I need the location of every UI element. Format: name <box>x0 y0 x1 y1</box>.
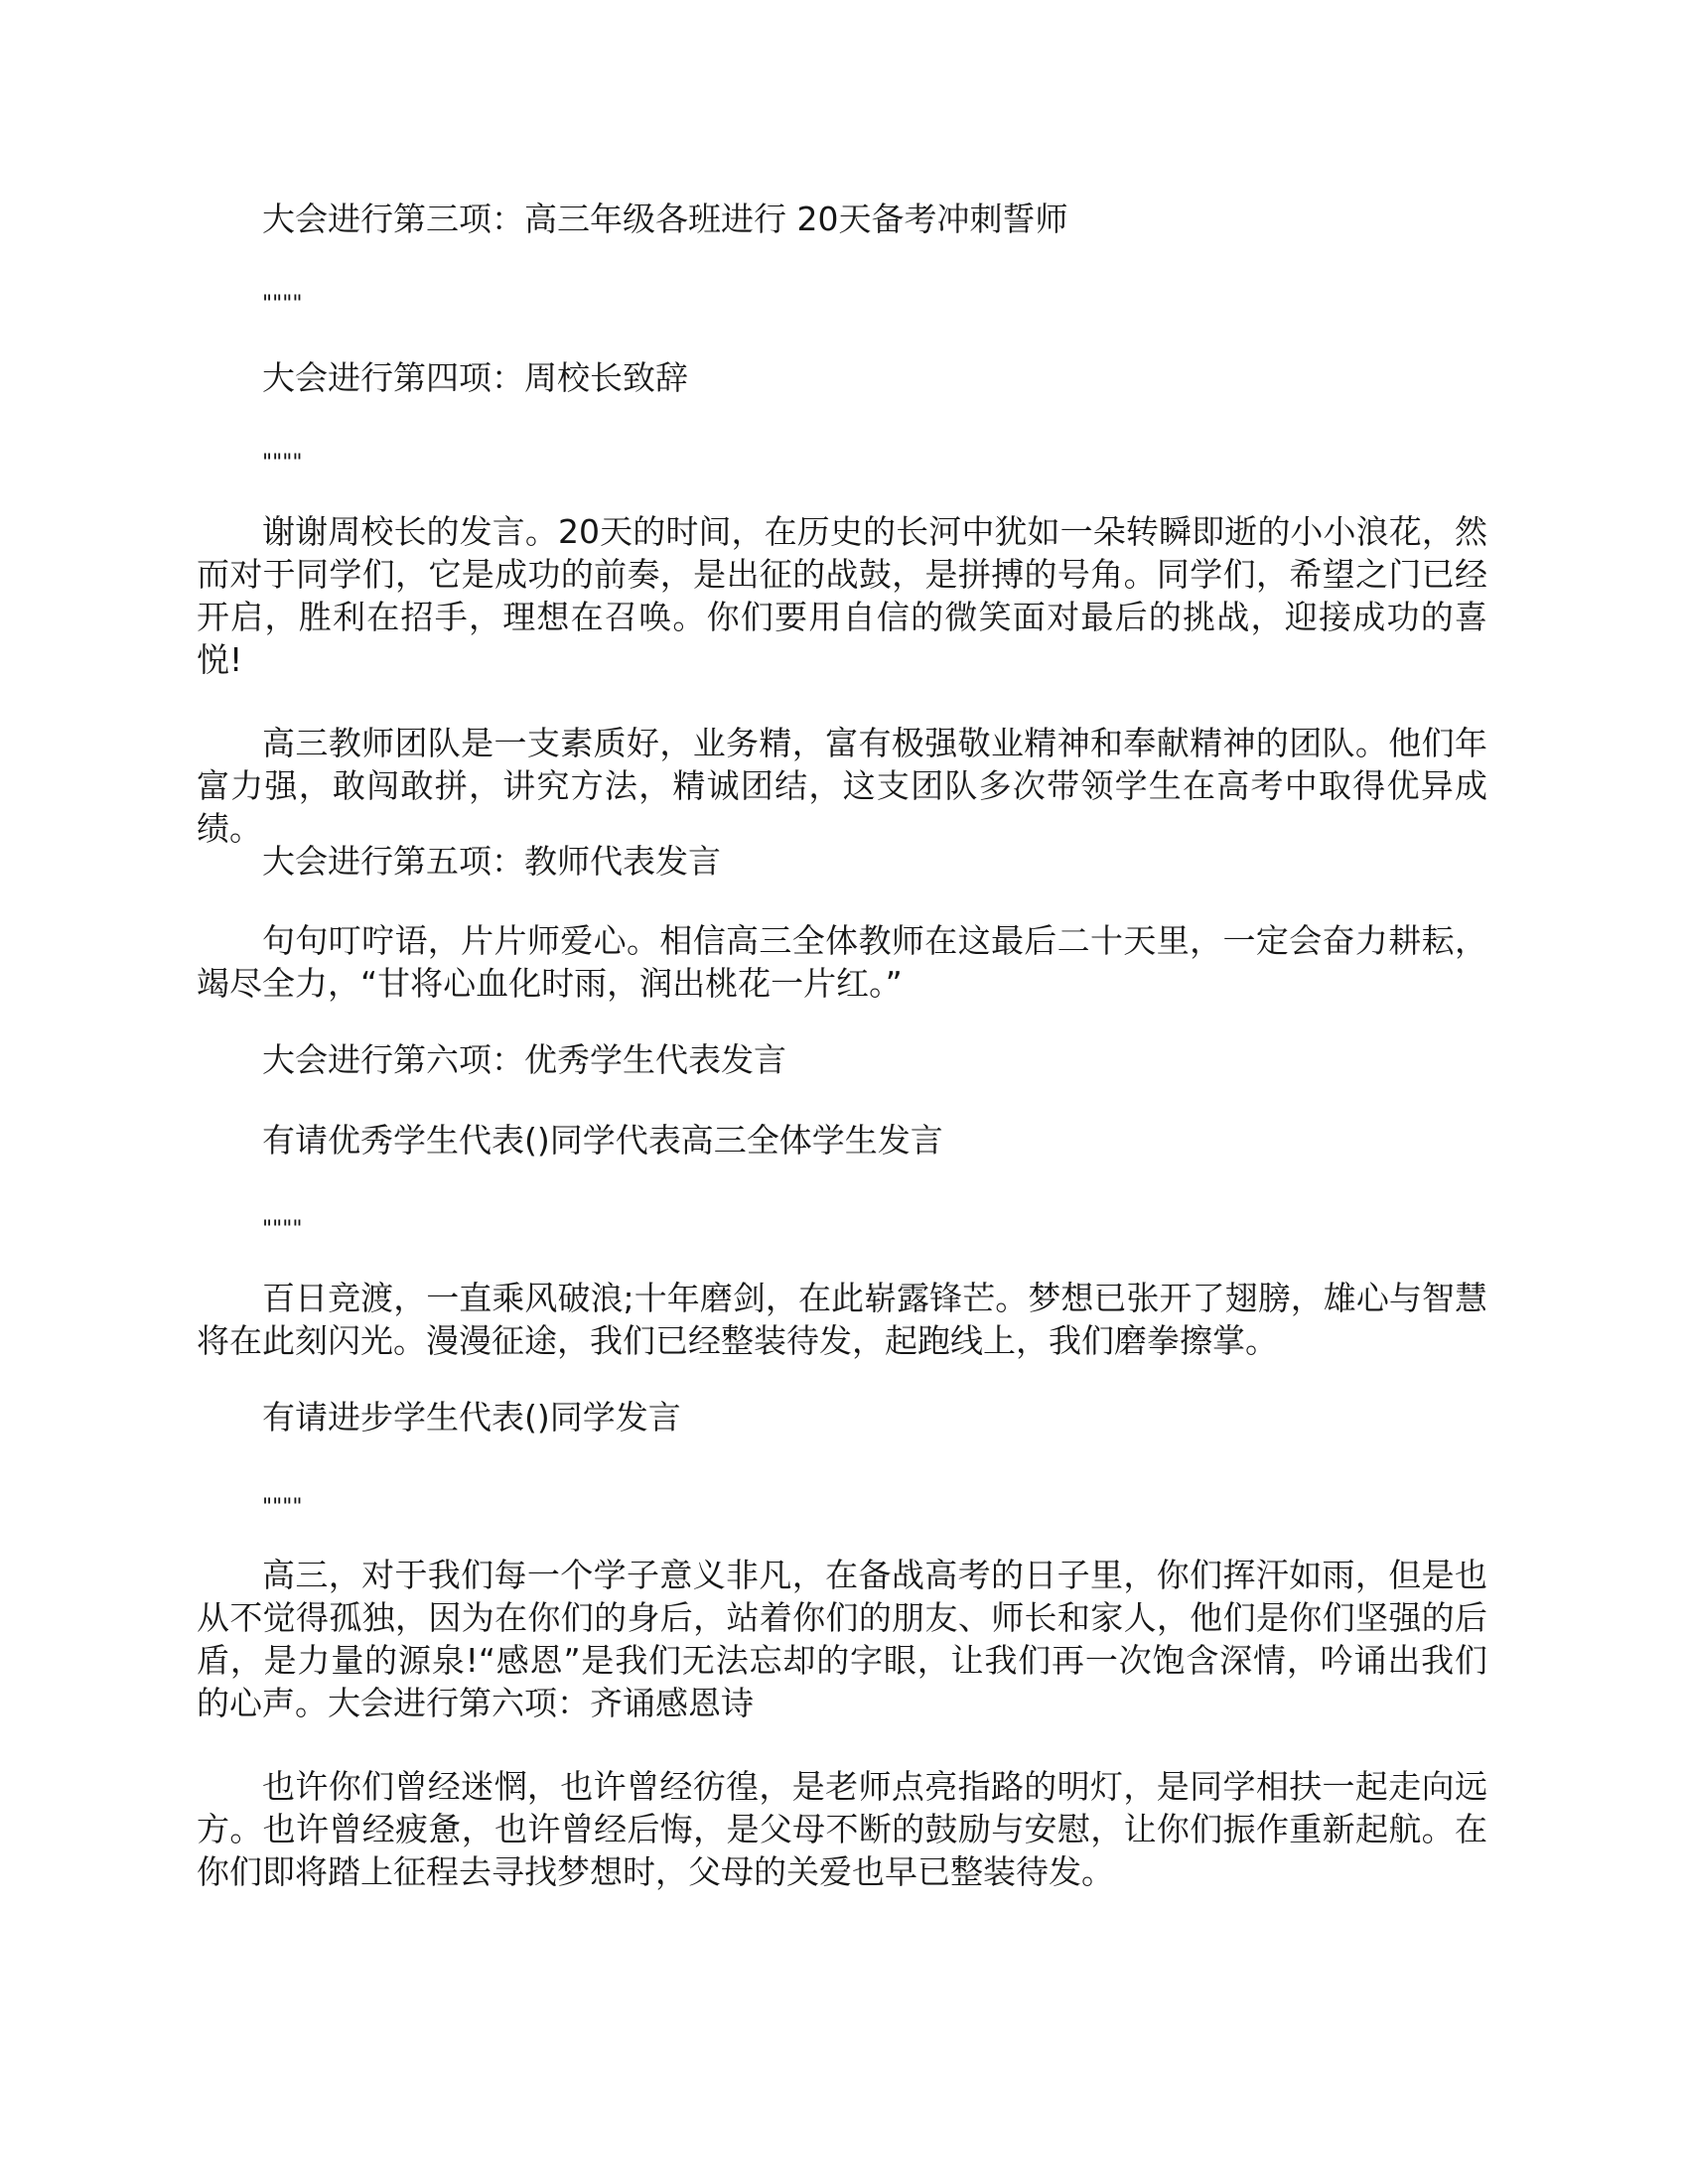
paragraph-thanks-principal: 谢谢周校长的发言。20天的时间，在历史的长河中犹如一朵转瞬即逝的小小浪花，然而对于同学们，它是成功的前奏，是出征的战鼓，是拼搏的号角。同学们，希望之门已经开启，胜利在招手，理想在召唤。你们要用自信的微笑面对最后的挑战，迎接成功的喜悦! <box>197 512 1487 679</box>
paragraph-gratitude: 高三，对于我们每一个学子意义非凡，在备战高考的日子里，你们挥汗如雨，但是也从不觉得孤独，因为在你们的身后，站着你们的朋友、师长和家人，他们是你们坚强的后盾，是力量的源泉!“感恩”是我们无法忘却的字眼，让我们再一次饱含深情，吟诵出我们的心声。大会进行第六项：齐诵感恩诗 <box>197 1556 1487 1722</box>
paragraph-teacher-team: 高三教师团队是一支素质好，业务精，富有极强敬业精神和奉献精神的团队。他们年富力强，敢闯敢拼，讲究方法，精诚团结，这支团队多次带领学生在高考中取得优异成绩。 <box>197 724 1487 848</box>
agenda-item-4: 大会进行第四项：周校长致辞 <box>262 358 688 397</box>
agenda-item-5: 大会进行第五项：教师代表发言 <box>262 842 721 881</box>
ellipsis-marker: """" <box>262 292 303 317</box>
agenda-item-3: 大会进行第三项：高三年级各班进行 20天备考冲刺誓师 <box>262 200 1068 238</box>
paragraph-invite-excellent-student: 有请优秀学生代表()同学代表高三全体学生发言 <box>262 1121 943 1160</box>
paragraph-teacher-words: 句句叮咛语，片片师爱心。相信高三全体教师在这最后二十天里，一定会奋力耕耘，竭尽全力，“甘将心血化时雨，润出桃花一片红。” <box>197 921 1487 1003</box>
paragraph-invite-progress-student: 有请进步学生代表()同学发言 <box>262 1398 681 1436</box>
ellipsis-marker: """" <box>262 451 303 476</box>
paragraph-parents-love: 也许你们曾经迷惘，也许曾经彷徨，是老师点亮指路的明灯，是同学相扶一起走向远方。也许曾经疲惫，也许曾经后悔，是父母不断的鼓励与安慰，让你们振作重新起航。在你们即将踏上征程去寻找梦想时，父母的关爱也早已整装待发。 <box>197 1767 1487 1891</box>
paragraph-student-dream: 百日竞渡，一直乘风破浪;十年磨剑，在此崭露锋芒。梦想已张开了翅膀，雄心与智慧将在此刻闪光。漫漫征途，我们已经整装待发，起跑线上，我们磨拳擦掌。 <box>197 1279 1487 1360</box>
agenda-item-6: 大会进行第六项：优秀学生代表发言 <box>262 1040 786 1079</box>
ellipsis-marker: """" <box>262 1217 303 1242</box>
ellipsis-marker: """" <box>262 1495 303 1520</box>
